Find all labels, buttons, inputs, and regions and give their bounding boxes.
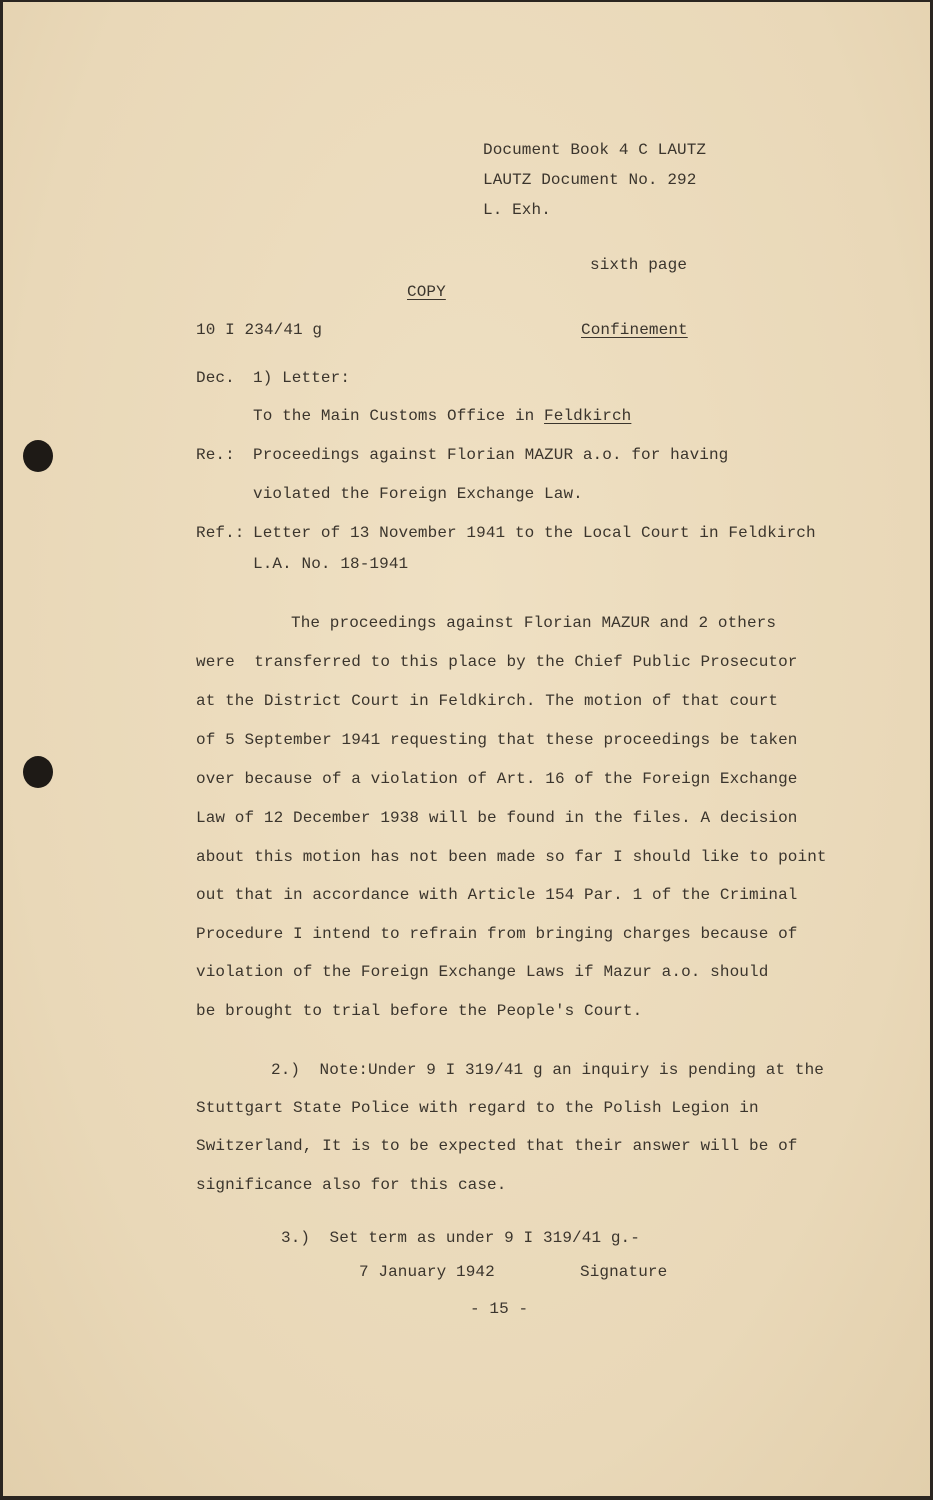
header-line: Document Book 4 C LAUTZ — [483, 141, 707, 159]
ref-label: Ref.: — [196, 524, 245, 542]
re-line: violated the Foreign Exchange Law. — [253, 485, 583, 503]
reference-number: 10 I 234/41 g — [196, 321, 323, 339]
re-line: Proceedings against Florian MAZUR a.o. for having — [253, 446, 729, 464]
body-line: out that in accordance with Article 154 Par. 1 of the Criminal — [196, 886, 798, 904]
classification: Confinement — [581, 321, 688, 339]
body-line: Procedure I intend to refrain from bringing charges because of — [196, 925, 798, 943]
body-line: were transferred to this place by the Chief Public Prosecutor — [196, 653, 798, 671]
note-line: significance also for this case. — [196, 1176, 507, 1194]
addressee-prefix: To the Main Customs Office in — [253, 407, 545, 425]
body-line: about this motion has not been made so far I should like to point — [196, 848, 827, 866]
body-line: The proceedings against Florian MAZUR and 2 others — [291, 614, 777, 632]
body-line: of 5 September 1941 requesting that these proceedings be taken — [196, 731, 798, 749]
note-line: 2.) Note:Under 9 I 319/41 g an inquiry is pending at the — [271, 1061, 824, 1079]
re-label: Re.: — [196, 446, 235, 464]
page-label: sixth page — [590, 256, 688, 274]
copy-heading: COPY — [407, 283, 446, 301]
ref-line: Letter of 13 November 1941 to the Local Court in Feldkirch — [253, 524, 816, 542]
note-line: Stuttgart State Police with regard to the Polish Legion in — [196, 1099, 759, 1117]
note-line: Switzerland, It is to be expected that their answer will be of — [196, 1137, 798, 1155]
addressee — [253, 406, 631, 426]
term-line: 3.) Set term as under 9 I 319/41 g.- — [281, 1229, 640, 1247]
dec-label: Dec. — [196, 369, 235, 387]
header-line: LAUTZ Document No. 292 — [483, 171, 697, 189]
punch-hole — [23, 440, 53, 472]
page-number: - 15 - — [470, 1300, 529, 1318]
body-line: be brought to trial before the People's Court. — [196, 1002, 643, 1020]
body-line: violation of the Foreign Exchange Laws if Mazur a.o. should — [196, 963, 769, 981]
body-line: Law of 12 December 1938 will be found in the files. A decision — [196, 809, 798, 827]
header-line: L. Exh. — [483, 201, 551, 219]
addressee-place: Feldkirch — [544, 407, 632, 425]
signature: Signature — [580, 1263, 668, 1281]
body-line: at the District Court in Feldkirch. The motion of that court — [196, 692, 779, 710]
dec-item: 1) Letter: — [253, 369, 351, 387]
date: 7 January 1942 — [359, 1263, 495, 1281]
ref-line: L.A. No. 18-1941 — [253, 555, 409, 573]
document-page — [3, 2, 930, 1496]
body-line: over because of a violation of Art. 16 of the Foreign Exchange — [196, 770, 798, 788]
punch-hole — [23, 756, 53, 788]
